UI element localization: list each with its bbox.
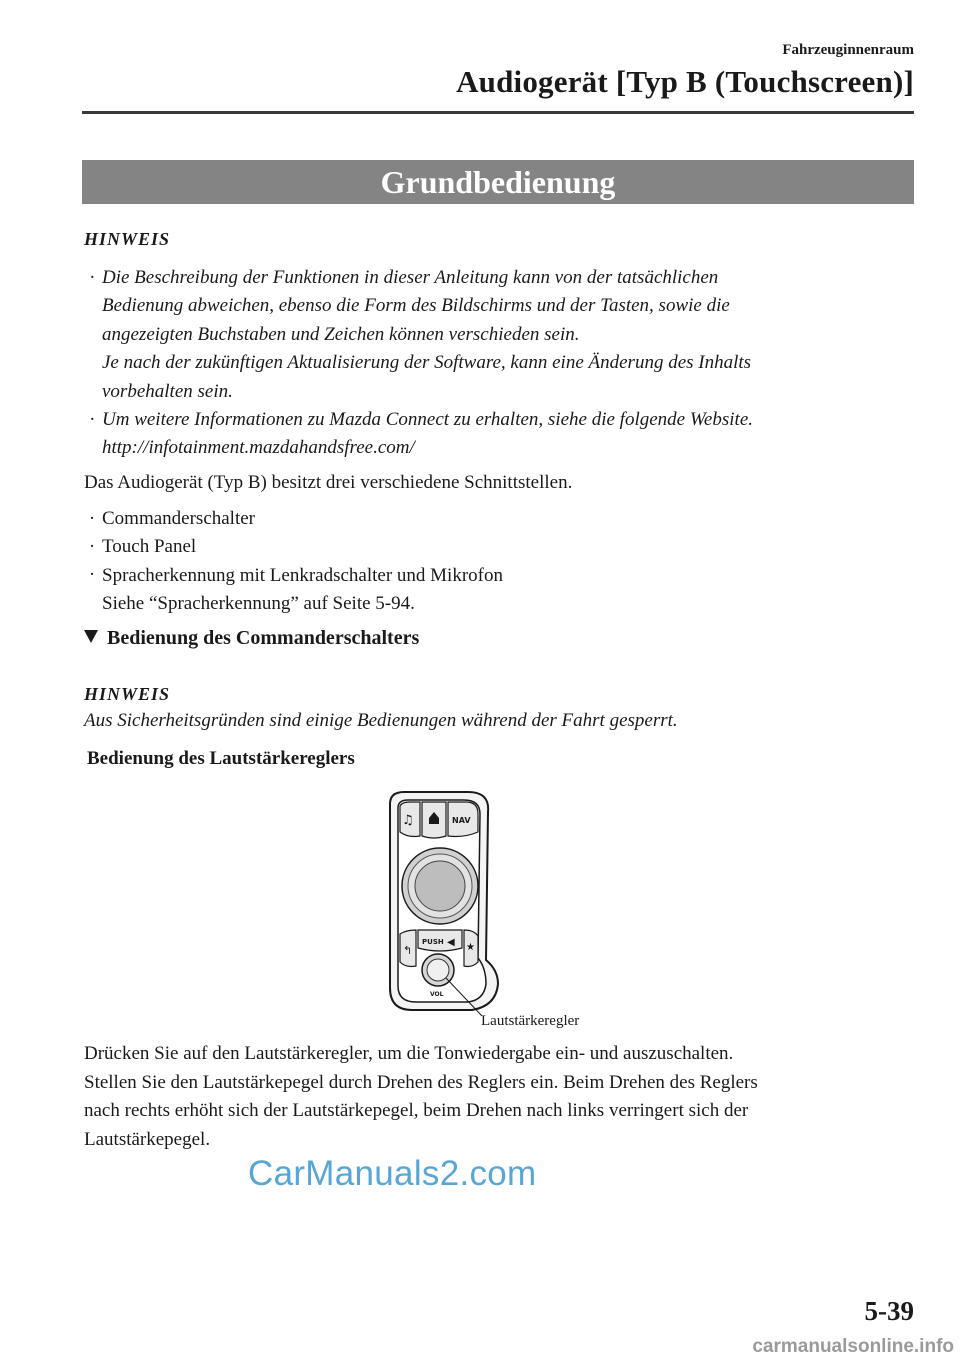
star-icon: ★ — [466, 942, 475, 953]
triangle-marker-icon — [84, 630, 98, 643]
push-label: PUSH — [422, 938, 444, 946]
bullet-dot-icon: · — [88, 536, 96, 557]
volume-heading: Bedienung des Lautstärkereglers — [87, 748, 355, 769]
header-divider — [82, 111, 914, 114]
note-bullet-1 — [82, 264, 751, 406]
back-arrow-icon: ↰ — [403, 944, 413, 957]
mute-icon: ◀ — [447, 937, 455, 948]
bullet-dot-icon: · — [89, 409, 95, 430]
body-paragraph: Drücken Sie auf den Lautstärkeregler, um die Tonwiedergabe ein- und auszuschalten. Stellen Sie den Lautstärkepegel durch Drehen des Reglers ein. Beim Drehen des Reglers nach rechts erhöht sich der Lautstärkepegel, beim Drehen nach links verringert sich der Lautstärkepegel. — [84, 1043, 758, 1150]
chapter-title: Fahrzeuginnenraum — [782, 42, 914, 58]
subsection-title: Bedienung des Commanderschalters — [84, 627, 419, 650]
section-title-band — [82, 160, 914, 204]
page-reference: Siehe “Spracherkennung” auf Seite 5-94. — [102, 593, 415, 615]
nav-label: NAV — [452, 816, 471, 825]
page-number: 5-39 — [864, 1296, 914, 1326]
music-note-icon: ♫ — [402, 813, 414, 828]
note-bullet-2 — [82, 406, 753, 463]
note-bullet-1-text: Die Beschreibung der Funktionen in dieser Anleitung kann von der tatsächlichen Bedienung abweichen, ebenso die Form des Bildschirms und der Tasten, sowie die angezeigten Buchstaben und Zeichen können verschieden sein. Je nach der zukünftigen Aktualisierung der Software, kann eine Änderung des Inhalts vorbehalten sein. — [102, 267, 752, 402]
list-item: Spracherkennung mit Lenkradschalter und Mikrofon — [102, 564, 503, 586]
note-label: HINWEIS — [84, 229, 171, 249]
interfaces-list — [82, 505, 503, 619]
intro-paragraph: Das Audiogerät (Typ B) besitzt drei verschiedene Schnittstellen. — [84, 472, 573, 493]
bullet-dot-icon: · — [88, 508, 96, 529]
figure-callout: Lautstärkeregler — [481, 1013, 580, 1029]
commander-switch-figure — [372, 784, 617, 1034]
list-item: Commanderschalter — [102, 508, 256, 529]
list-item: Touch Panel — [102, 536, 197, 558]
bullet-dot-icon: · — [89, 267, 95, 288]
note-bullet-2-text: Um weitere Informationen zu Mazda Connect zu erhalten, siehe die folgende Website. http://infotainment.mazdahandsfree.com/ — [102, 406, 753, 463]
note-label: HINWEIS — [84, 684, 171, 704]
vol-label: VOL — [430, 991, 444, 998]
watermark-site: carmanualsonline.info — [752, 1336, 954, 1357]
safety-note-text: Aus Sicherheitsgründen sind einige Bedienungen während der Fahrt gesperrt. — [84, 710, 678, 731]
watermark-logo: CarManuals2.com — [248, 1154, 537, 1193]
section-heading: Audiogerät [Typ B (Touchscreen)] — [456, 64, 914, 99]
section-title: Grundbedienung — [380, 163, 616, 200]
website-link[interactable]: http://infotainment.mazdahandsfree.com/ — [102, 437, 415, 459]
bullet-dot-icon: · — [88, 564, 96, 585]
